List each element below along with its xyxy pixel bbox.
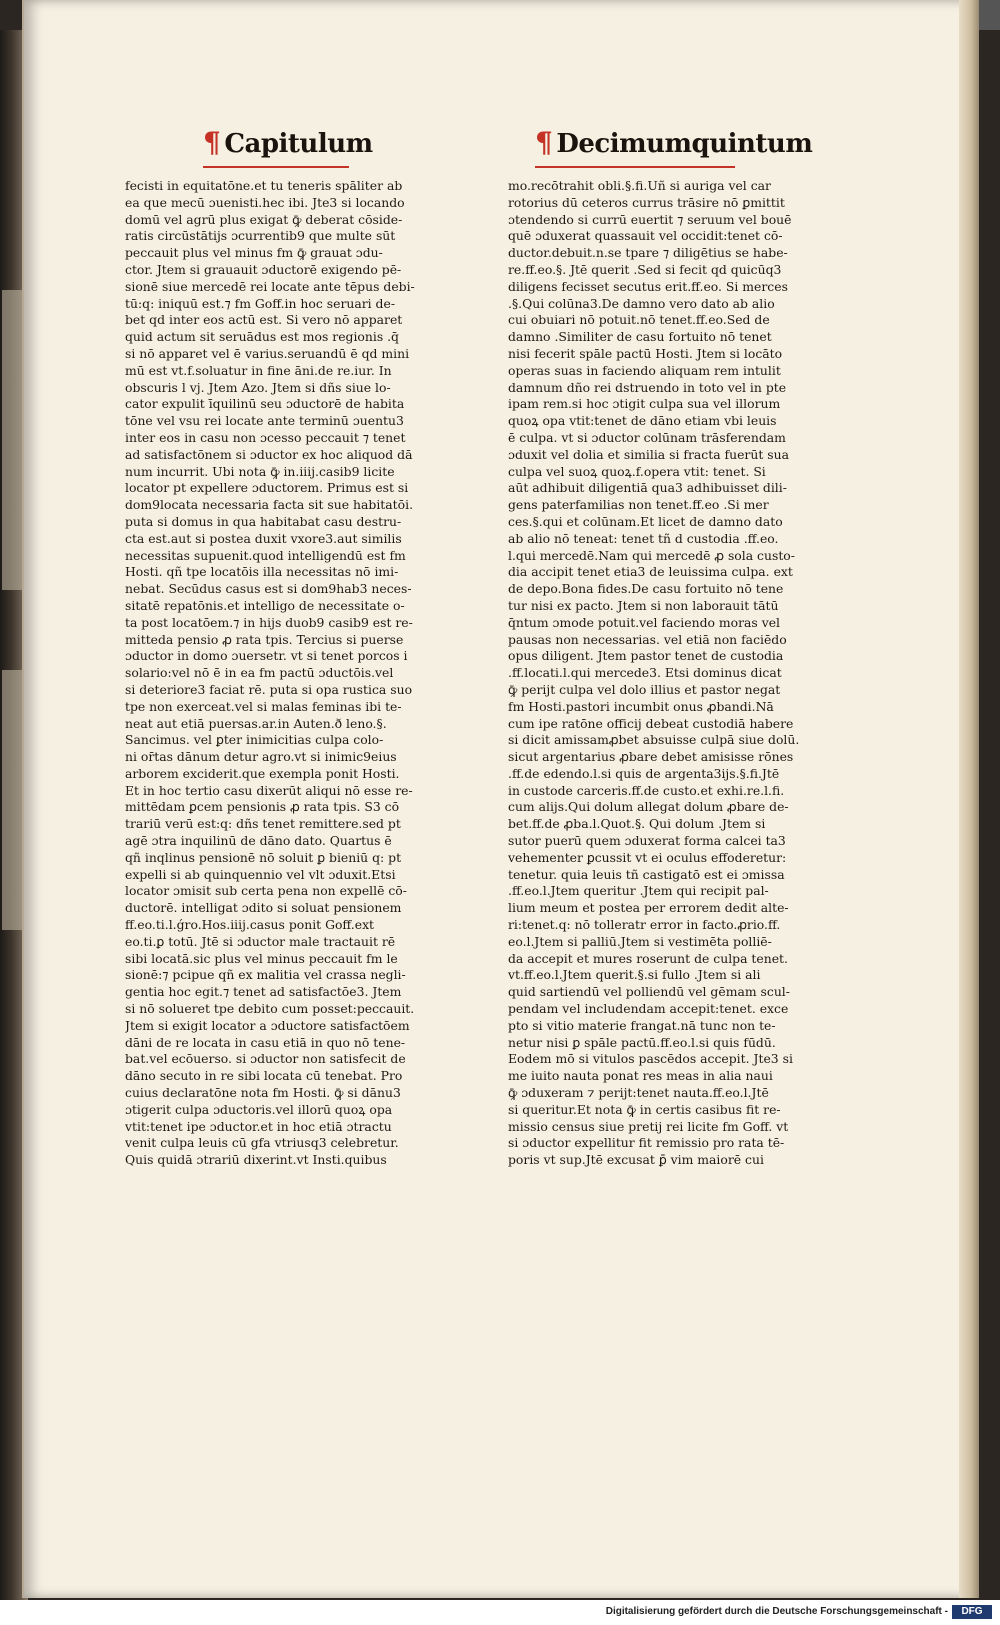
text-line: lium meum et postea per errorem dedit alte- <box>508 900 789 916</box>
text-line: ces.§.qui et colūnam.Et licet de damno dato <box>508 513 783 529</box>
text-line: locator ɔmisit sub certa pena non expellē cō- <box>125 883 407 899</box>
dfg-logo: DFG <box>952 1605 992 1619</box>
text-line: bat.vel ecōuerso. si ɔductor non satisfecit de <box>125 1051 406 1067</box>
text-line: vt.ff.eo.l.Jtem querit.§.si fullo .Jtem si ali <box>508 967 761 983</box>
text-line: Sancimus. vel ꝑter inimicitias culpa colo- <box>125 732 384 748</box>
text-line: eo.ti.ꝑ totū. Jtē si ɔductor male tractauit rē <box>125 933 396 949</box>
text-line: .ff.eo.l.Jtem queritur .Jtem qui recipit pal- <box>508 883 769 899</box>
text-line: puta si domus in qua habitabat casu destru- <box>125 513 402 529</box>
left-page-fragment <box>2 670 24 930</box>
text-line: tōne vel vsu rei locate ante terminū ɔuentu3 <box>125 413 404 429</box>
text-line: ipam rem.si hoc ɔtigit culpa sua vel illorum <box>508 396 781 412</box>
text-line: opus diligent. Jtem pastor tenet de custodia <box>508 648 784 664</box>
text-line: ē culpa. vt si ɔductor colūnam trāsferendam <box>508 429 786 445</box>
text-line: ꝙ̄ ɔduxeram ⁊ perijt:tenet nauta.ff.eo.l.Jtē <box>508 1085 769 1101</box>
paragraph-mark-icon: ¶ <box>203 126 221 159</box>
text-line: ductorē. intelligat ɔdito si soluat pensionem <box>125 900 402 916</box>
text-line: qñ inqlinus pensionē nō soluit ꝑ bieniū q: pt <box>125 849 402 865</box>
text-line: damno .Similiter de casu fortuito nō tenet <box>508 329 772 345</box>
text-line: bet qd inter eos actū est. Si vero nō apparet <box>125 312 403 328</box>
text-line: dāni de re locata in casu etiā in quo nō tene- <box>125 1034 406 1050</box>
text-line: ri:tenet.q: nō tolleratr error in facto.ꝓrio.ff. <box>508 917 781 933</box>
text-line: peccauit plus vel minus fm ꝙ̄ grauat ɔdu- <box>125 245 383 261</box>
text-line: Hosti. qñ tpe locatōis illa necessitas nō imi- <box>125 564 399 580</box>
text-line: ab alio nō teneat: tenet tñ d custodia .ff.eo. <box>508 530 779 546</box>
text-line: mū est vt.f.soluatur in fine āni.de re.iur. In <box>125 362 392 378</box>
text-line: inter eos in casu non ɔcesso peccauit ⁊ tenet <box>125 429 406 445</box>
text-line: quid actum sit seruādus est mos regionis .q̄ <box>125 329 399 345</box>
text-line: in custode carceris.ff.de custo.et exhi.re.l.fi. <box>508 782 785 798</box>
text-line: pausas non necessarias. vel etiā non faciēdo <box>508 631 787 647</box>
text-line: Quis quidā ɔtrariū dixerint.vt Insti.quibus <box>125 1152 387 1168</box>
text-line: cator expulit īquilinū seu ɔductorē de habita <box>125 396 405 412</box>
paragraph-mark-icon: ¶ <box>535 126 553 159</box>
text-line: ctor. Jtem si grauauit ɔductorē exigendo pē- <box>125 261 402 277</box>
text-line: Et in hoc tertio casu dixerūt aliqui nō esse re- <box>125 782 413 798</box>
text-line: venit culpa leuis cū gfa vtriusq3 celebretur. <box>125 1135 399 1151</box>
text-line: .ff.de edendo.l.si quis de argenta3ijs.§.fi.Jtē <box>508 765 780 781</box>
text-line: sibi locatā.sic plus vel minus peccauit fm le <box>125 950 398 966</box>
text-line: necessitas supuenit.quod intelligendū est fm <box>125 547 406 563</box>
text-line: eo.l.Jtem si palliū.Jtem si vestimēta polliē- <box>508 933 772 949</box>
heading-capitulum <box>203 126 373 168</box>
text-line: tenetur. quia leuis tñ castigatō est ei ɔmissa <box>508 866 785 882</box>
text-line: poris vt sup.Jtē excusat ꝑ̄ vim maiorē cui <box>508 1152 764 1168</box>
text-line: domū vel agrū plus exigat ꝙ̄ deberat cōside- <box>125 211 403 227</box>
funding-credit: Digitalisierung gefördert durch die Deutsche Forschungsgemeinschaft - <box>605 1606 948 1617</box>
text-line: sionē:⁊ pcipue qñ ex malitia vel crassa negli- <box>125 967 406 983</box>
text-line: sutor puerū quem ɔduxerat forma calcei ta3 <box>508 833 786 849</box>
left-page-fragment <box>2 290 24 590</box>
text-line: ta post locatōem.⁊ in hijs duob9 casib9 est re- <box>125 614 413 630</box>
text-line: me iuito nauta ponat res meas in alia naui <box>508 1068 773 1084</box>
text-line: si queritur.Et nota ꝙ̄ in certis casibus fit re- <box>508 1101 781 1117</box>
text-line: dia accipit tenet etia3 de leuissima culpa. ext <box>508 564 793 580</box>
text-line: Jtem si exigit locator a ɔductore satisfactōem <box>125 1017 410 1033</box>
text-line: quid sartiendū vel polliendū vel gēmam scul- <box>508 984 790 1000</box>
text-line: solario:vel nō ē in ea fm pactū ɔductōis.vel <box>125 665 394 681</box>
text-line: diligens fecisset secutus erit.ff.eo. Si merces <box>508 278 788 294</box>
text-line: mo.recōtrahit obli.§.fi.Uñ si auriga vel car <box>508 178 771 193</box>
text-line: ɔduxit vel dolia et similia si fracta fuerūt sua <box>508 446 789 462</box>
text-line: cuius declaratōne nota fm Hosti. ꝙ̄ si dānu3 <box>125 1085 401 1101</box>
text-line: .§.Qui colūna3.De damno vero dato ab alio <box>508 295 775 311</box>
text-line: operas suas in faciendo aliquam rem intulit <box>508 362 781 378</box>
text-line: fecisti in equitatōne.et tu teneris spāliter ab <box>125 178 403 193</box>
text-line: si deteriore3 faciat rē. puta si opa rustica suo <box>125 681 413 697</box>
text-line: de depo.Bona fides.De casu fortuito nō tene <box>508 581 784 597</box>
text-line: dom9locata necessaria facta sit sue habitatōi. <box>125 497 414 513</box>
text-line: vehementer ꝑcussit vt ei oculus effoderetur: <box>508 849 787 865</box>
footer-bar <box>0 1600 1000 1625</box>
text-line: locator pt expellere ɔductorem. Primus est si <box>125 480 409 496</box>
heading-right-text: Decimumquintum <box>556 129 813 159</box>
text-line: tū:q: iniquū est.⁊ fm Goff.in hoc seruari de- <box>125 295 396 311</box>
text-line: ɔtigerit culpa ɔductoris.vel illorū quoꝝ opa <box>125 1101 393 1117</box>
left-text-column <box>125 178 430 1169</box>
text-line: dāno secuto in re sibi locata cū tenebat. Pro <box>125 1068 403 1084</box>
text-line: ratis circūstātijs ɔcurrentib9 que multe sūt <box>125 228 396 244</box>
text-line: cta est.aut si postea duxit vxore3.aut similis <box>125 530 402 546</box>
text-line: ductor.debuit.n.se tpare ⁊ diligētius se habe- <box>508 245 788 261</box>
text-line: sitatē repatōnis.et intelligo de necessitate o- <box>125 597 405 613</box>
text-line: ff.eo.ti.l.ǵro.Hos.iiij.casus ponit Goff.ext <box>125 917 375 933</box>
text-line: si dicit amissamꝓbet absuisse culpā siue dolū. <box>508 732 800 748</box>
text-line: damnum dño rei dstruendo in toto vel in pte <box>508 379 787 395</box>
text-line: si nō apparet vel ē varius.seruandū ē qd mini <box>125 345 410 361</box>
text-line: nebat. Secūdus casus est si dom9hab3 neces- <box>125 581 412 597</box>
text-line: da accepit et mures roserunt de culpa tenet. <box>508 950 788 966</box>
text-line: fm Hosti.pastori incumbit onus ꝓbandi.Nā <box>508 698 774 714</box>
text-line: si ɔductor expellitur fit remissio pro rata tē- <box>508 1135 785 1151</box>
text-line: gens paterfamilias non tenet.ff.eo .Si mer <box>508 497 769 513</box>
text-line: re.ff.eo.§. Jtē querit .Sed si fecit qd quicūq3 <box>508 261 782 277</box>
text-line: pto si vitio materie frangat.nā tunc non te- <box>508 1017 776 1033</box>
text-line: quē ɔduxerat quassauit vel occidit:tenet cō- <box>508 228 783 244</box>
text-line: sicut argentarius ꝓbare debet amisisse rōnes <box>508 749 794 765</box>
text-line: cum alijs.Qui dolum allegat dolum ꝓbare de- <box>508 799 789 815</box>
text-line: ɔductor in domo ɔuersetr. vt si tenet porcos i <box>125 648 408 664</box>
text-line: .ff.locati.l.qui mercede3. Etsi dominus dicat <box>508 665 782 681</box>
text-line: cum ipe ratōne officij debeat custodiā habere <box>508 715 794 731</box>
text-line: arborem exciderit.que exempla ponit Hosti. <box>125 765 400 781</box>
text-line: mitteda pensio ꝓ rata tpis. Tercius si puerse <box>125 631 404 647</box>
right-text-column <box>508 178 828 1169</box>
text-line: l.qui mercedē.Nam qui mercedē ꝓ sola custo- <box>508 547 795 563</box>
page-edge <box>959 0 979 1598</box>
text-line: bet.ff.de ꝓba.l.Quot.§. Qui dolum .Jtem si <box>508 816 766 832</box>
text-line: num incurrit. Ubi nota ꝙ̄ in.iiij.casib9 licite <box>125 463 395 479</box>
text-line: Eodem mō si vitulos pascēdos accepit. Jte3 si <box>508 1051 793 1067</box>
heading-decimumquintum <box>535 126 813 168</box>
text-line: agē ɔtra inquilinū de dāno dato. Quartus ē <box>125 833 392 849</box>
text-line: quoꝝ opa vtit:tenet de dāno etiam vbi leuis <box>508 413 777 429</box>
text-line: netur nisi ꝑ spāle pactū.ff.eo.l.si quis fūdū. <box>508 1034 776 1050</box>
text-line: neat aut etiā puersas.ar.in Auten.ð leno.§. <box>125 715 387 731</box>
text-line: missio census siue pretij rei licite fm Goff. vt <box>508 1118 789 1134</box>
text-line: tur nisi ex pacto. Jtem si non laborauit tātū <box>508 597 779 613</box>
text-line: ea que mecū ɔuenisti.hec ibi. Jte3 si locando <box>125 194 405 210</box>
text-line: q̄ntum ɔmode potuit.vel faciendo moras vel <box>508 614 781 630</box>
text-line: culpa vel suoꝝ quoꝝ.f.opera vtit: tenet. Si <box>508 463 766 479</box>
text-line: si nō solueret tpe debito cum posset:peccauit. <box>125 1001 415 1017</box>
text-line: trariū verū est:q: dñs tenet remittere.sed pt <box>125 816 401 832</box>
text-line: mittēdam ꝑcem pensionis ꝓ rata tpis. S3 cō <box>125 799 400 815</box>
text-line: tpe non exerceat.vel si malas feminas ibi te- <box>125 698 402 714</box>
text-line: ꝙ̄ perijt culpa vel dolo illius et pastor negat <box>508 681 781 697</box>
text-line: gentia hoc egit.⁊ tenet ad satisfactōe3. Jtem <box>125 984 402 1000</box>
text-line: obscuris l vj. Jtem Azo. Jtem si dñs siue lo- <box>125 379 391 395</box>
text-line: aūt adhibuit diligentiā qua3 adhibuisset dili- <box>508 480 787 496</box>
text-line: rotorius dū ceteros currus trāsire nō ꝑmittit <box>508 194 785 210</box>
text-line: sionē siue mercedē rei locate ante tēpus debi- <box>125 278 415 294</box>
text-line: nisi fecerit spāle pactū Hosti. Jtem si locāto <box>508 345 783 361</box>
text-line: ni or̄tas dānum detur agro.vt si inimic9eius <box>125 749 397 765</box>
text-line: ɔtendendo si currū euertit ⁊ seruum vel bouē <box>508 211 792 227</box>
text-line: ad satisfactōnem si ɔductor ex hoc aliquod dā <box>125 446 413 462</box>
heading-left-text: Capitulum <box>224 129 373 159</box>
text-line: expelli si ab quinquennio vel vlt ɔduxit.Etsi <box>125 866 396 882</box>
text-line: pendam vel includendam accepit:tenet. exce <box>508 1001 789 1017</box>
text-line: vtit:tenet ipe ɔductor.et in hoc etiā ɔtractu <box>125 1118 392 1134</box>
text-line: cui obuiari nō potuit.nō tenet.ff.eo.Sed de <box>508 312 770 328</box>
